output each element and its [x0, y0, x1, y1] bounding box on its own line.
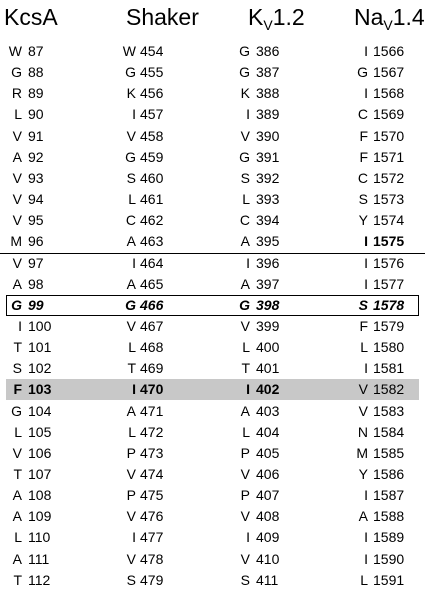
residue-letter-shaker: L [128, 191, 136, 208]
residue-number-nav14: 1588 [373, 508, 405, 525]
residue-letter-kcsa: W [8, 43, 22, 59]
residue-letter-shaker: G [125, 148, 136, 165]
residue-number-nav14: 1571 [373, 148, 405, 165]
residue-number-kcsa: 102 [28, 360, 52, 377]
header-label: Shaker [126, 4, 199, 30]
residue-number-kcsa: 108 [28, 487, 52, 504]
table-row [0, 104, 425, 125]
residue-letter-nav14: I [364, 233, 368, 250]
residue-letter-kcsa: G [11, 64, 22, 81]
residue-number-kcsa: 93 [28, 169, 44, 186]
residue-letter-kv12: A [240, 233, 250, 250]
residue-letter-kv12: S [240, 571, 250, 588]
residue-number-nav14: 1591 [373, 571, 405, 588]
residue-letter-kv12: L [242, 423, 250, 440]
table-row [0, 231, 425, 252]
residue-letter-nav14: C [357, 106, 368, 123]
residue-number-kcsa: 100 [28, 317, 52, 334]
residue-number-kv12: 401 [256, 360, 280, 377]
table-row [0, 570, 425, 591]
residue-letter-kcsa: T [13, 466, 22, 482]
residue-letter-kcsa: I [18, 317, 22, 334]
residue-letter-kv12: V [240, 550, 250, 567]
residue-number-kcsa: 105 [28, 423, 52, 440]
residue-number-shaker: 470 [140, 381, 164, 398]
table-row [0, 443, 425, 464]
residue-number-nav14: 1566 [373, 43, 405, 59]
residue-number-shaker: 468 [140, 339, 164, 356]
residue-letter-shaker: T [127, 360, 136, 377]
residue-letter-nav14: I [364, 254, 368, 271]
residue-letter-nav14: I [364, 529, 368, 546]
residue-number-kcsa: 89 [28, 85, 44, 102]
residue-number-kv12: 386 [256, 43, 280, 59]
residue-number-shaker: 455 [140, 64, 164, 81]
residue-letter-kcsa: V [12, 212, 22, 229]
residue-letter-shaker: L [128, 339, 136, 356]
residue-letter-nav14: I [364, 275, 368, 292]
residue-number-nav14: 1580 [373, 339, 405, 356]
header-label: K [248, 4, 264, 30]
header-kcsa [4, 4, 58, 30]
residue-number-kv12: 400 [256, 339, 280, 356]
residue-number-kv12: 403 [256, 402, 280, 419]
residue-letter-nav14: F [359, 317, 368, 334]
residue-letter-kv12: C [239, 212, 250, 229]
residue-number-kcsa: 103 [28, 381, 52, 398]
residue-number-kv12: 410 [256, 550, 280, 567]
residue-number-shaker: 464 [140, 254, 164, 271]
residue-letter-nav14: L [360, 571, 368, 588]
residue-letter-kcsa: G [11, 402, 22, 419]
residue-number-shaker: 479 [140, 571, 164, 588]
header-label: Na [354, 4, 384, 30]
residue-number-kv12: 406 [256, 466, 280, 482]
residue-letter-shaker: C [125, 212, 136, 229]
residue-letter-nav14: C [357, 169, 368, 186]
residue-number-kcsa: 98 [28, 275, 44, 292]
residue-letter-kv12: I [246, 106, 250, 123]
residue-letter-kcsa: V [12, 444, 22, 461]
table-row [0, 358, 425, 379]
residue-number-kcsa: 91 [28, 127, 44, 144]
residue-letter-kcsa: R [11, 85, 22, 102]
residue-number-shaker: 460 [140, 169, 164, 186]
residue-letter-shaker: P [126, 487, 136, 504]
header-label: KcsA [4, 4, 58, 30]
residue-letter-shaker: I [132, 106, 136, 123]
residue-letter-shaker: P [126, 444, 136, 461]
residue-number-kcsa: 88 [28, 64, 44, 81]
table-row [0, 189, 425, 210]
residue-number-kcsa: 99 [28, 296, 44, 313]
residue-number-kcsa: 107 [28, 466, 52, 482]
residue-letter-kcsa: A [12, 508, 22, 525]
residue-number-kcsa: 87 [28, 43, 44, 59]
residue-number-nav14: 1590 [373, 550, 405, 567]
residue-letter-shaker: V [126, 550, 136, 567]
residue-number-shaker: 465 [140, 275, 164, 292]
residue-letter-kcsa: T [13, 571, 22, 588]
residue-letter-kv12: A [240, 402, 250, 419]
table-row [0, 295, 425, 316]
residue-number-kv12: 405 [256, 444, 280, 461]
residue-number-kcsa: 104 [28, 402, 52, 419]
residue-number-shaker: 475 [140, 487, 164, 504]
table-row [0, 527, 425, 548]
table-row [0, 379, 425, 400]
header-subscript: V [383, 17, 393, 33]
residue-number-nav14: 1579 [373, 317, 405, 334]
residue-letter-kv12: P [240, 487, 250, 504]
residue-number-nav14: 1586 [373, 466, 405, 482]
residue-letter-nav14: F [359, 148, 368, 165]
residue-number-nav14: 1572 [373, 169, 405, 186]
residue-letter-shaker: V [126, 127, 136, 144]
residue-number-kcsa: 106 [28, 444, 52, 461]
residue-letter-nav14: A [358, 508, 368, 525]
table-row [0, 126, 425, 147]
residue-letter-shaker: G [125, 64, 136, 81]
residue-number-nav14: 1581 [373, 360, 405, 377]
residue-letter-kv12: L [242, 339, 250, 356]
residue-number-nav14: 1568 [373, 85, 405, 102]
residue-letter-shaker: A [126, 275, 136, 292]
residue-number-kv12: 402 [256, 381, 280, 398]
residue-number-shaker: 466 [140, 296, 164, 313]
table-row [0, 210, 425, 231]
residue-number-nav14: 1587 [373, 487, 405, 504]
residue-letter-shaker: V [126, 466, 136, 482]
residue-number-shaker: 471 [140, 402, 164, 419]
residue-number-nav14: 1569 [373, 106, 405, 123]
residue-letter-kv12: G [239, 43, 250, 59]
residue-letter-kv12: G [239, 64, 250, 81]
residue-number-kcsa: 90 [28, 106, 44, 123]
residue-letter-nav14: S [358, 296, 368, 313]
residue-number-nav14: 1582 [373, 381, 405, 398]
residue-letter-kv12: I [246, 529, 250, 546]
residue-number-kv12: 393 [256, 191, 280, 208]
residue-number-kcsa: 109 [28, 508, 52, 525]
residue-number-shaker: 458 [140, 127, 164, 144]
residue-number-kv12: 408 [256, 508, 280, 525]
residue-number-kv12: 391 [256, 148, 280, 165]
residue-letter-kv12: V [240, 508, 250, 525]
residue-letter-shaker: I [132, 381, 136, 398]
residue-letter-kcsa: V [12, 169, 22, 186]
residue-number-kv12: 399 [256, 317, 280, 334]
residue-letter-kv12: L [242, 191, 250, 208]
residue-letter-shaker: S [126, 571, 136, 588]
residue-letter-kcsa: L [14, 423, 22, 440]
table-row [0, 401, 425, 422]
residue-letter-nav14: N [357, 423, 368, 440]
residue-letter-shaker: L [128, 423, 136, 440]
table-row [0, 549, 425, 570]
table-row [0, 485, 425, 506]
residue-number-kcsa: 110 [28, 529, 51, 546]
residue-letter-shaker: V [126, 317, 136, 334]
residue-letter-nav14: Y [358, 466, 368, 482]
table-row [0, 147, 425, 168]
residue-letter-kcsa: V [12, 191, 22, 208]
residue-number-nav14: 1577 [373, 275, 405, 292]
residue-letter-kv12: A [240, 275, 250, 292]
residue-letter-kcsa: A [12, 550, 22, 567]
residue-letter-nav14: I [364, 487, 368, 504]
residue-letter-kcsa: T [13, 339, 22, 356]
residue-number-shaker: 477 [140, 529, 164, 546]
header-kv12 [248, 4, 305, 33]
header-tail: 1.4 [392, 4, 425, 30]
residue-number-nav14: 1585 [373, 444, 405, 461]
table-row [0, 422, 425, 443]
residue-letter-nav14: S [358, 191, 368, 208]
residue-number-nav14: 1576 [373, 254, 405, 271]
residue-letter-kcsa: L [14, 106, 22, 123]
residue-letter-shaker: V [126, 508, 136, 525]
table-row [0, 253, 425, 274]
residue-number-kcsa: 94 [28, 191, 44, 208]
residue-number-kv12: 397 [256, 275, 280, 292]
residue-number-nav14: 1578 [373, 296, 405, 313]
residue-number-nav14: 1567 [373, 64, 405, 81]
residue-number-kv12: 392 [256, 169, 280, 186]
residue-letter-kv12: G [239, 148, 250, 165]
residue-number-kv12: 398 [256, 296, 280, 313]
residue-number-shaker: 472 [140, 423, 164, 440]
residue-number-shaker: 457 [140, 106, 164, 123]
residue-number-shaker: 469 [140, 360, 164, 377]
residue-number-kcsa: 112 [28, 571, 51, 588]
residue-letter-kcsa: V [12, 254, 22, 271]
table-row [0, 316, 425, 337]
header-nav14 [354, 4, 425, 33]
residue-letter-nav14: V [358, 402, 368, 419]
residue-letter-kv12: V [240, 127, 250, 144]
residue-number-kv12: 411 [256, 571, 279, 588]
header-tail: 1.2 [272, 4, 305, 30]
residue-number-shaker: 456 [140, 85, 164, 102]
table-row [0, 337, 425, 358]
residue-number-shaker: 473 [140, 444, 164, 461]
residue-letter-nav14: I [364, 550, 368, 567]
header-shaker [126, 4, 199, 30]
residue-letter-shaker: S [126, 169, 136, 186]
residue-letter-kcsa: A [12, 487, 22, 504]
table-row [0, 274, 425, 295]
residue-letter-nav14: I [364, 360, 368, 377]
residue-number-shaker: 467 [140, 317, 164, 334]
residue-number-kcsa: 92 [28, 148, 44, 165]
residue-letter-kcsa: M [10, 233, 22, 250]
residue-letter-kv12: I [246, 254, 250, 271]
residue-letter-kv12: P [240, 444, 250, 461]
residue-letter-kcsa: F [13, 381, 22, 398]
residue-number-shaker: 463 [140, 233, 164, 250]
residue-letter-shaker: K [126, 85, 136, 102]
residue-number-kv12: 388 [256, 85, 280, 102]
residue-letter-kcsa: G [11, 296, 22, 313]
residue-number-nav14: 1573 [373, 191, 405, 208]
residue-letter-kv12: K [240, 85, 250, 102]
residue-letter-kcsa: V [12, 127, 22, 144]
residue-letter-kv12: V [240, 317, 250, 334]
residue-letter-kcsa: A [12, 148, 22, 165]
table-row [0, 464, 425, 485]
residue-letter-shaker: I [132, 254, 136, 271]
residue-letter-shaker: I [132, 529, 136, 546]
residue-letter-kcsa: S [12, 360, 22, 377]
residue-letter-shaker: A [126, 402, 136, 419]
residue-letter-shaker: W [122, 43, 136, 59]
residue-letter-nav14: I [364, 85, 368, 102]
residue-number-nav14: 1575 [373, 233, 405, 250]
residue-number-kcsa: 101 [28, 339, 52, 356]
residue-number-kv12: 407 [256, 487, 280, 504]
residue-letter-nav14: Y [358, 212, 368, 229]
residue-letter-nav14: G [357, 64, 368, 81]
residue-letter-shaker: A [126, 233, 136, 250]
residue-letter-nav14: I [364, 43, 368, 59]
residue-number-shaker: 474 [140, 466, 164, 482]
residue-letter-shaker: G [125, 296, 136, 313]
residue-number-nav14: 1574 [373, 212, 405, 229]
residue-number-kv12: 396 [256, 254, 280, 271]
table-row [0, 83, 425, 104]
residue-number-shaker: 476 [140, 508, 164, 525]
residue-letter-nav14: M [356, 444, 368, 461]
residue-letter-nav14: F [359, 127, 368, 144]
residue-number-shaker: 459 [140, 148, 164, 165]
residue-letter-kcsa: L [14, 529, 22, 546]
residue-number-kv12: 394 [256, 212, 280, 229]
residue-number-shaker: 461 [140, 191, 164, 208]
residue-number-kcsa: 111 [28, 550, 50, 567]
residue-number-kcsa: 96 [28, 233, 44, 250]
header-subscript: V [263, 17, 273, 33]
residue-number-kv12: 409 [256, 529, 280, 546]
residue-number-kcsa: 95 [28, 212, 44, 229]
residue-letter-kv12: G [239, 296, 250, 313]
residue-number-nav14: 1570 [373, 127, 405, 144]
residue-number-nav14: 1583 [373, 402, 405, 419]
table-row [0, 506, 425, 527]
table-row [0, 62, 425, 83]
table-row [0, 168, 425, 189]
table-row [0, 41, 425, 62]
residue-number-nav14: 1589 [373, 529, 405, 546]
residue-letter-kv12: V [240, 466, 250, 482]
residue-number-kv12: 404 [256, 423, 280, 440]
residue-letter-kv12: T [241, 360, 250, 377]
residue-letter-kv12: I [246, 381, 250, 398]
residue-number-kv12: 390 [256, 127, 280, 144]
residue-letter-kv12: S [240, 169, 250, 186]
residue-number-kv12: 387 [256, 64, 280, 81]
residue-number-kcsa: 97 [28, 254, 44, 271]
residue-letter-nav14: L [360, 339, 368, 356]
residue-letter-kcsa: A [12, 275, 22, 292]
residue-number-kv12: 389 [256, 106, 280, 123]
residue-number-shaker: 454 [140, 43, 164, 59]
residue-letter-nav14: V [358, 381, 368, 398]
residue-number-kv12: 395 [256, 233, 280, 250]
residue-number-shaker: 462 [140, 212, 164, 229]
residue-number-shaker: 478 [140, 550, 164, 567]
residue-number-nav14: 1584 [373, 423, 405, 440]
